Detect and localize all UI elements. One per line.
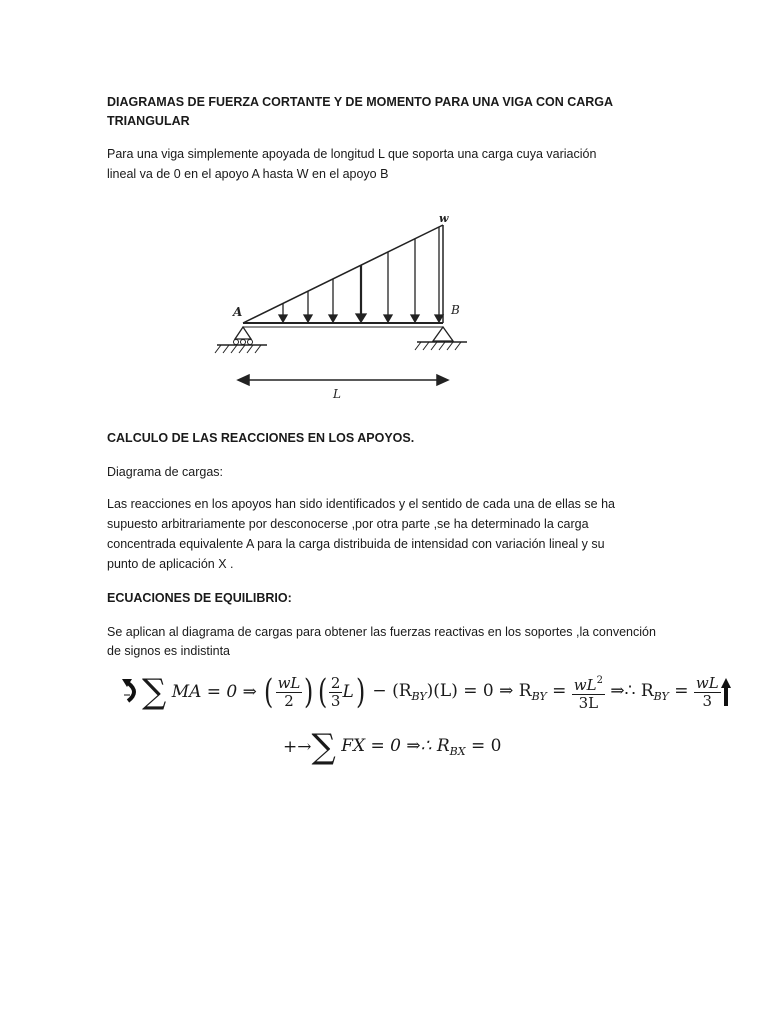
para-line2: supuesto arbitrariamente por desconocerse ,por otra parte ,se ha determinado la carga xyxy=(107,517,589,531)
dimension-arrow-right xyxy=(437,375,448,385)
support-a-roller-3 xyxy=(248,340,253,345)
load-arrow-4-head xyxy=(356,314,366,322)
label-a: A xyxy=(233,305,243,319)
sigma-symbol-1: ∑ xyxy=(142,672,167,712)
moment-equation xyxy=(122,672,731,712)
support-b-triangle xyxy=(433,327,453,341)
eq2-body: FX = 0 ⇒∴ R xyxy=(341,736,450,756)
doc-title-line2: TRIANGULAR xyxy=(107,114,190,128)
eq1-fraction-2: $\frac{2}{3}$ xyxy=(330,673,341,710)
dimension-arrow-left xyxy=(238,375,249,385)
doc-title-line1: DIAGRAMAS DE FUERZA CORTANTE Y DE MOMENTO PARA UNA VIGA CON CARGA xyxy=(107,95,614,109)
moment-arrow-icon xyxy=(122,677,142,707)
eq2-prefix: +→ xyxy=(283,737,312,757)
label-b: B xyxy=(451,303,460,317)
support-a-hatch xyxy=(215,345,261,353)
load-arrow-1-head xyxy=(279,315,287,322)
eq1-sub-by-1: BY xyxy=(411,690,427,703)
section-equilibrium: ECUACIONES DE EQUILIBRIO: xyxy=(107,591,292,605)
support-b-hatch xyxy=(415,342,461,350)
eq1-eq-sign: = xyxy=(546,681,567,701)
support-a xyxy=(215,327,267,353)
equil-line1: Se aplican al diagrama de cargas para obtener las fuerzas reactivas en los soportes ,la convención xyxy=(107,625,656,639)
diagram-heading: Diagrama de cargas: xyxy=(107,465,224,479)
load-arrow-2-head xyxy=(304,315,312,322)
support-a-roller-2 xyxy=(241,340,246,345)
eq1-frac2-tail: L xyxy=(342,682,354,702)
eq1-sub-by-3: BY xyxy=(653,690,669,703)
intro-line1: Para una viga simplemente apoyada de longitud L que soporta una carga cuya variación xyxy=(107,147,597,161)
eq1-paren-close-2: ) xyxy=(355,672,366,712)
eq1-therefore: ⇒∴ R xyxy=(610,681,654,701)
para-line3: concentrada equivalente A para la carga distribuida de intensidad con variación lineal y su xyxy=(107,537,605,551)
load-arrows xyxy=(279,227,443,322)
eq1-paren-open-1: ( xyxy=(264,672,274,712)
eq1-after-rby: )(L) = 0 ⇒ R xyxy=(426,681,532,701)
dimension-arrow-l xyxy=(238,375,448,385)
intro-line2: lineal va de 0 en el apoyo A hasta W en el apoyo B xyxy=(107,167,389,181)
section-reactions: CALCULO DE LAS REACCIONES EN LOS APOYOS. xyxy=(107,431,415,445)
eq1-sum-label: MA = 0 ⇒ xyxy=(171,682,257,702)
eq2-sub-bx: BX xyxy=(449,745,466,758)
eq2-tail: = 0 xyxy=(465,736,502,756)
support-b xyxy=(415,327,467,350)
eq1-fraction-1: $\frac{wL}{2}$ xyxy=(277,673,301,710)
sigma-symbol-2: ∑ xyxy=(311,727,336,767)
equil-line2: de signos es indistinta xyxy=(107,644,230,658)
eq1-paren-close-1: ) xyxy=(304,672,314,712)
label-w: w xyxy=(439,212,449,225)
eq1-eq-sign-2: = xyxy=(668,681,689,701)
beam-figure xyxy=(205,205,485,405)
label-l: L xyxy=(333,387,341,401)
force-x-equation xyxy=(283,727,502,767)
load-arrow-5-head xyxy=(384,315,392,322)
arrow-up-icon xyxy=(721,678,731,706)
support-a-roller-1 xyxy=(234,340,239,345)
load-arrow-3-head xyxy=(329,315,337,322)
eq1-fraction-4: $\frac{wL}{3}$ xyxy=(695,673,719,710)
para-line1: Las reacciones en los apoyos han sido identificados y el sentido de cada una de ellas se ha xyxy=(107,497,615,511)
eq1-minus-part: − (R xyxy=(372,681,412,701)
load-arrow-6-head xyxy=(411,315,419,322)
eq1-fraction-3: $\frac{wL^2}{3L}$ xyxy=(572,672,605,712)
beam-diagram-svg xyxy=(205,205,485,405)
support-a-triangle xyxy=(235,327,251,339)
eq1-sub-by-2: BY xyxy=(531,690,547,703)
eq1-paren-open-2: ( xyxy=(317,672,327,712)
load-arrow-7-head xyxy=(435,315,443,322)
para-line4: punto de aplicación X . xyxy=(107,557,234,571)
load-slope-line xyxy=(243,225,443,323)
